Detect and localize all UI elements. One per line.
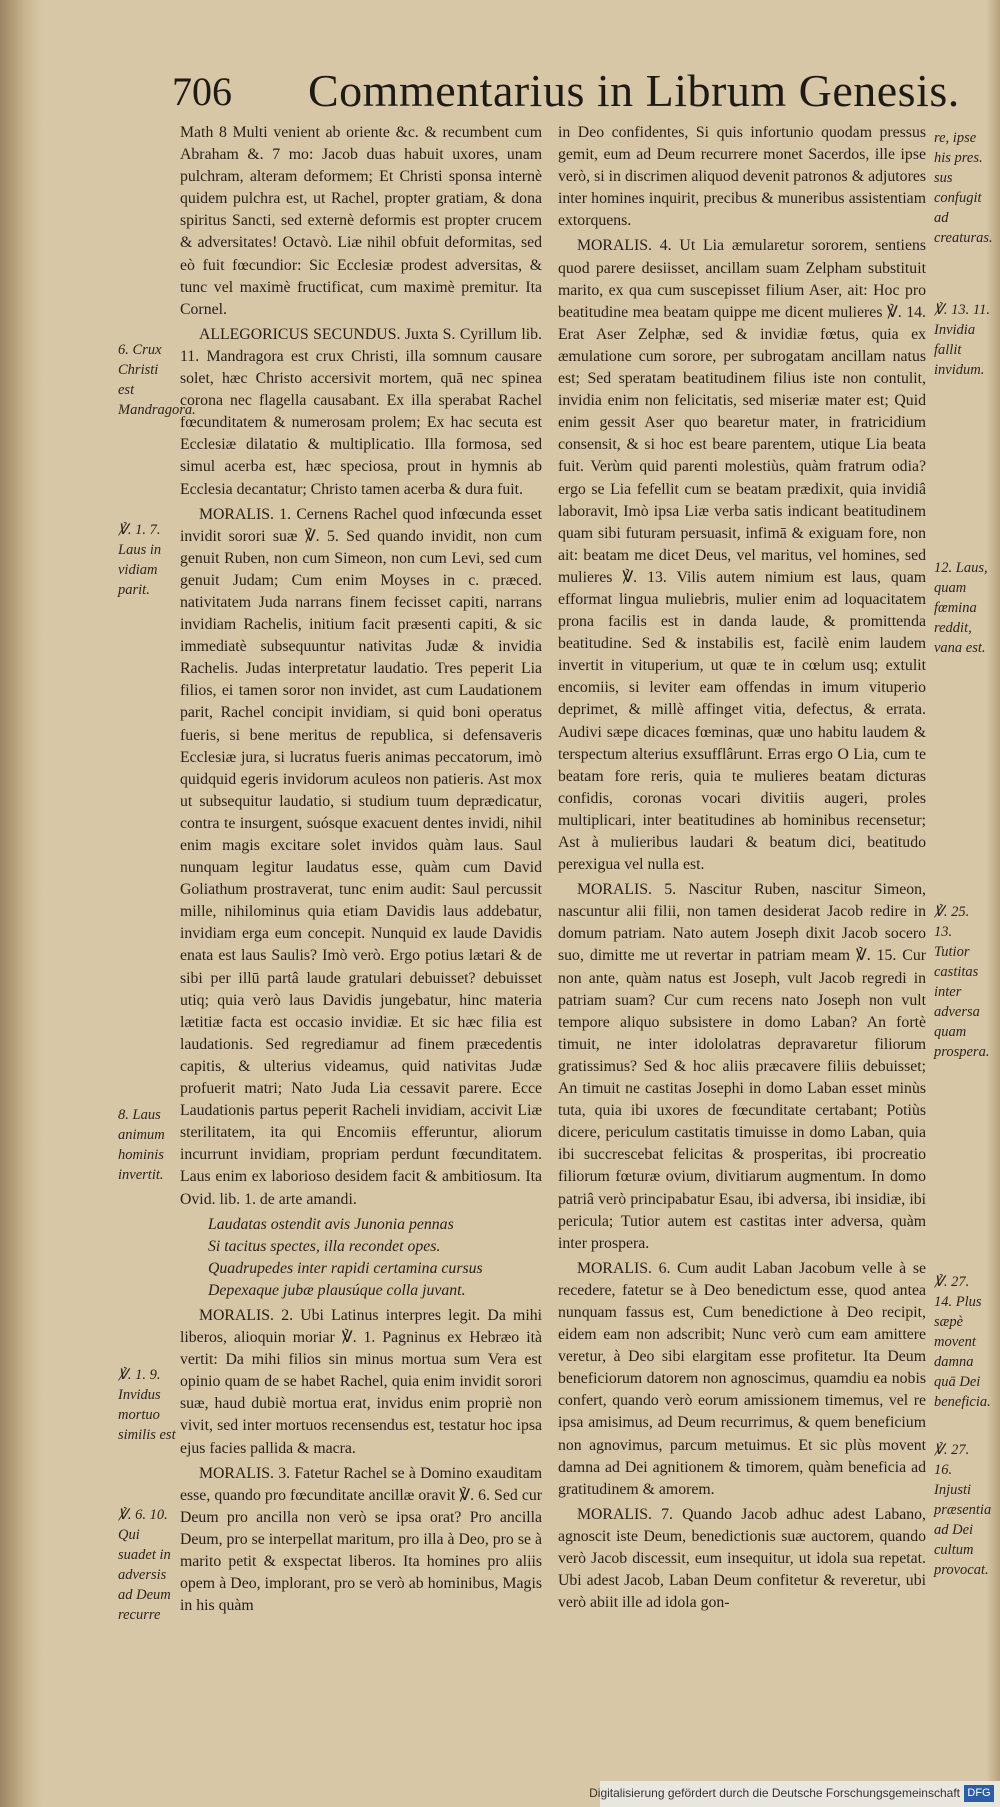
margin-note: ℣. 27. 16. Injusti præsentia ad Dei cultum provocat. <box>934 1442 992 1578</box>
running-title: Commentarius in Librum Genesis. <box>308 65 960 116</box>
paragraph: ALLEGORICUS SECUNDUS. Juxta S. Cyrillum lib. 11. Mandragora est crux Christi, illa somnum causare solet, hæc Christo accersivit mortem, quā nec spinea corona nec flagella causabant. Ex illa sperabat Rachel fœcunditatem & numerosam prolem; Ex hac secuta est Ecclesiæ dilatatio & multiplicatio. Illa formosa, sed simul acerba est, hæc speciosa, prout in hymnis ab Ecclesia decantatur; Christo tamen acerba & dura fuit. <box>180 325 542 498</box>
left-column <box>180 122 542 1620</box>
margin-note: ℣. 6. 10. Qui suadet in adversis ad Deum recurre <box>118 1507 171 1623</box>
margin-note: ℣. 25. 13. Tutior castitas inter adversa quam prospera. <box>934 904 990 1060</box>
paragraph: MORALIS. 2. Ubi Latinus interpres legit. Da mihi liberos, alioquin moriar ℣. 1. Pagninus ex Hebræo ità vertit: Da mihi filios sin minus mortua sum Vera est opinio quam de se habet Rachel, quia enim invidit sorori suæ, haud dubiè mortua erat, invidus enim propriè non vivit, sed inter mortuos recensendus est, testatur hoc ipsa ejus facies pallida & macra. <box>180 1306 542 1457</box>
right-column <box>558 122 926 1617</box>
verse-line: Laudatas ostendit avis Junonia pennas <box>208 1215 454 1233</box>
margin-note: ℣. 27. 14. Plus sæpè movent damna quā Dei beneficia. <box>934 1274 991 1410</box>
paragraph: MORALIS. 6. Cum audit Laban Jacobum velle à se recedere, fatetur se à Deo benedictum esse, quod antea nunquam fassus est, Cum benedictione à Deo recipit, eidem eam non adscribit; Nunc verò cum eam amittere veretur, à Deo sibi elargitam esse profitetur. Ita Deum beneficiorum datorem non agnoscimus, quamdiu ea nobis confert, quando verò eorum amissionem timemus, vel re ipsa amisimus, ad Deum recurrimus, & quem beneficium non agnovimus, parcum metuimus. Et sic plùs movent damna ad Dei agnitionem & timorem, quàm beneficia ad gratitudinem & amorem. <box>558 1259 926 1498</box>
verse-line: Depexaque jubæ plausúque colla juvant. <box>208 1281 466 1299</box>
dfg-logo: DFG <box>964 1785 994 1802</box>
paragraph: MORALIS. 3. Fatetur Rachel se à Domino exauditam esse, quando pro fœcunditate ancillæ oravit ℣. 6. Sed cur Deum pro ancilla non verò se ipsa orat? Pro ancilla Deum, pro se interpellat maritum, pro illa à Deo, pro se à marito petit & exspectat liberos. Ita homines pro aliis opem à Deo, implorant, pro se verò ab hominibus, Magis in his quàm <box>180 1464 542 1615</box>
margin-note: 8. Laus animum hominis invertit. <box>118 1107 165 1183</box>
paragraph: MORALIS. 1. Cernens Rachel quod infœcunda esset invidit sorori suæ ℣. 5. Sed quando invidit, non cum genuit Ruben, non cum Simeon, non cum Levi, sed cum genuit Judam; Cum enim Moyses in c. præced. nativitatem Juda narrans finem fecisset capiti, narrans invidiam Rachelis, initium facit præsenti capiti, & sic immediatè subsequuntur nativitas Judæ & invidia Rachelis. Judas interpretatur laudatio. Tres peperit Lia filios, ei tamen soror non invidet, ast cum Laudationem parit, Rachel concipit invidiam, si quid boni operatus fueris, si bene meritus de republica, si defensaveris Ecclesiæ jura, si lucratus fueris animas peccatorum, imò quidquid egeris invidorum aculeos non patieris. Ast mox ut subsequitur laudatio, si studium tuum deprædicatur, contra te insurgent, suósque exacuent dentes invidi, nihil enim magis excitare solet invidos quàm laus. Saul nunquam legitur laudatus esse, quàm cum David Goliathum prostraverat, tunc enim audit: Saul percussit mille, nihilominus quia etiam Davidis laus addebatur, invidiam erga eum concepit. Nunquid ex laude Davidis enata est laus Saulis? Imò verò. Ergo potius lætari & de sibi per illū partâ laude gratulari debuisset? debuisset utiq; quia verò laus Davidis jungebatur, hinc materia lætitiæ facta est occasio invidiæ. Et sic hæc filia est laudationis. Sed regrediamur ad finem præcedentis capitis, & ulterius videamus, quid nativitas Judæ profuerit matri; Nato Juda Lia cessavit parere. Ecce Laudationis partus peperit Racheli invidiam, accivit Liæ sterilitatem, ita qui Encomiis efferuntur, aliorum incurrunt invidiam, propriam perdunt fœcunditatem. Laus enim ex laborioso desidem facit & ambitiosum. Ita Ovid. lib. 1. de arte amandi. <box>180 505 542 1208</box>
binding-gutter <box>0 0 42 1807</box>
page-number: 706 <box>172 69 232 114</box>
verse-line: Quadrupedes inter rapidi certamina cursus <box>208 1259 483 1277</box>
paragraph: MORALIS. 7. Quando Jacob adhuc adest Labano, agnoscit iste Deum, benedictionis suæ auctorem, quando verò Jacob discessit, eum insequitur, ut idola sua repetat. Ubi adest Jacob, Laban Deum confitetur & reveretur, ubi verò abiit ille ad idola gon- <box>558 1505 926 1612</box>
verse-line: Si tacitus spectes, illa recondet opes. <box>208 1237 441 1255</box>
footer-credit: Digitalisierung gefördert durch die Deutsche Forschungsgemeinschaft <box>589 1786 960 1800</box>
paragraph: MORALIS. 5. Nascitur Ruben, nascitur Simeon, nascuntur alii filii, non tamen desiderat Jacob redire in domum patriam. Nato autem Joseph dixit Jacob socero suo, dimitte me ut revertar in patriam meam ℣. 15. Cur non ante, quàm natus est Joseph, vult Jacob regredi in patriam suam? Cur cum recens nato Joseph non vult tempore aliquo subsistere in domo Laban? An fortè timuit, ne inter idololatras depravaretur filiorum gratissimus? Sed & hoc aliis præcavere filiis debuisset; An timuit ne castitas Josephi in domo Laban esset minùs tuta, quia ibi uxores de fœcunditate certabant; Potiùs dicere, periculum castitatis timuisse in domo Laban, quia ibi succrescebat felicitas & prosperitas, ibi procreatio filiorum fœturæ ovium, divitiarum augmentum. In domo patriâ verò principabatur Esau, ibi adversa, ibi insidiæ, ibi pericula; Tutior autem est castitas inter adversa, quàm inter prospera. <box>558 881 926 1252</box>
margin-note: re, ipse his pres. sus confugit ad creaturas. <box>934 130 993 246</box>
paragraph: MORALIS. 4. Ut Lia æmularetur sororem, sentiens quod parere desiisset, ancillam suam Zelpham substituit marito, ex qua cum suscepisset filium Aser, ait: Hoc pro beatitudine mea beatam quippe me dicent mulieres ℣. 14. Erat Aser Zelphæ, sed & invidiæ fœtus, quia ex æmulatione cum sorore, per subrogatam ancillam natus est; Sed speratam beatitudinem filius iste non contulit, invidia enim non felicitatis, sed miseriæ mater est; Quid enim gessit Aser quo bearetur mater, in fratricidium consensit, & si hoc est beare parentem, utique Lia beata fuit. Verùm quid parenti molestiùs, quàm fratrum odia? ergo se Lia fefellit cum se beatam prædixit, quia invidiâ laboravit, Imò ipsa Liæ verba satis indicant beatitudinem quam sibi futuram persuasit, infimā & exiguam fore, non ait: beatam me dicet Deus, vel maritus, vel homines, sed mulieres ℣. 13. Vilis autem nimium est laus, quam efformat lingua muliebris, mulier enim ad loquacitatem prona facilis est in danda laude, & promittenda beatitudine. Sed & instabilis est, facilè enim laudem invertit in vituperium, ut quæ te in cœlum usq; extulit encomiis, si leviter eam offendas in imum vituperio deprimet, & millè affinget vitia, defectus, & errata. Audivi sæpe dicaces fœminas, quæ uno habitu laudem & terspectum alterius exsufflârunt. Erras ergo O Lia, cum te beatam fore reris, quia te mulieres beatam dicturas confidis, coronas vocari divitiis augeri, proles multiplicari, inter beatitudines ab hominibus recensetur; Ast à mulieribus laudari & beatum dici, beatitudo perexigua vel nulla est. <box>558 237 926 874</box>
margin-note: ℣. 1. 9. Invidus mortuo similis est <box>118 1367 176 1443</box>
margin-note: ℣. 13. 11. Invidia fallit invidum. <box>934 302 990 378</box>
margin-note: 6. Crux Christi est Mandragora. <box>118 342 196 418</box>
paragraph: in Deo confidentes, Si quis infortunio quodam pressus gemit, eum ad Deum recurrere monet Sacerdos, ille ipse verò, si in discrimen aliquod devenit patronos & adjutores inter homines inquirit, precibus & muneribus assistentiam extorquens. <box>558 124 926 230</box>
margin-note: 12. Laus, quam fœmina reddit, vana est. <box>934 560 988 656</box>
verse-quote <box>208 1214 542 1302</box>
page-header <box>172 64 960 128</box>
digitization-footer <box>589 1781 1000 1807</box>
margin-note: ℣. 1. 7. Laus in vidiam parit. <box>118 522 162 598</box>
paragraph: Math 8 Multi venient ab oriente &c. & recumbent cum Abraham &. 7 mo: Jacob duas habuit uxores, unam pulchram, alteram deformem; Et Christi sponsa internè quidem pulchra est, ut Rachel, propter gratiam, & dona spiritus Sancti, sed externè deformis est propter crucem & adversitates! Octavò. Liæ nihil obfuit deformitas, sed eò fuit fœcundior: Sic Ecclesiæ prodest adversitas, & tunc vel maximè fructificat, cum maximè premitur. Ita Cornel. <box>180 124 542 318</box>
